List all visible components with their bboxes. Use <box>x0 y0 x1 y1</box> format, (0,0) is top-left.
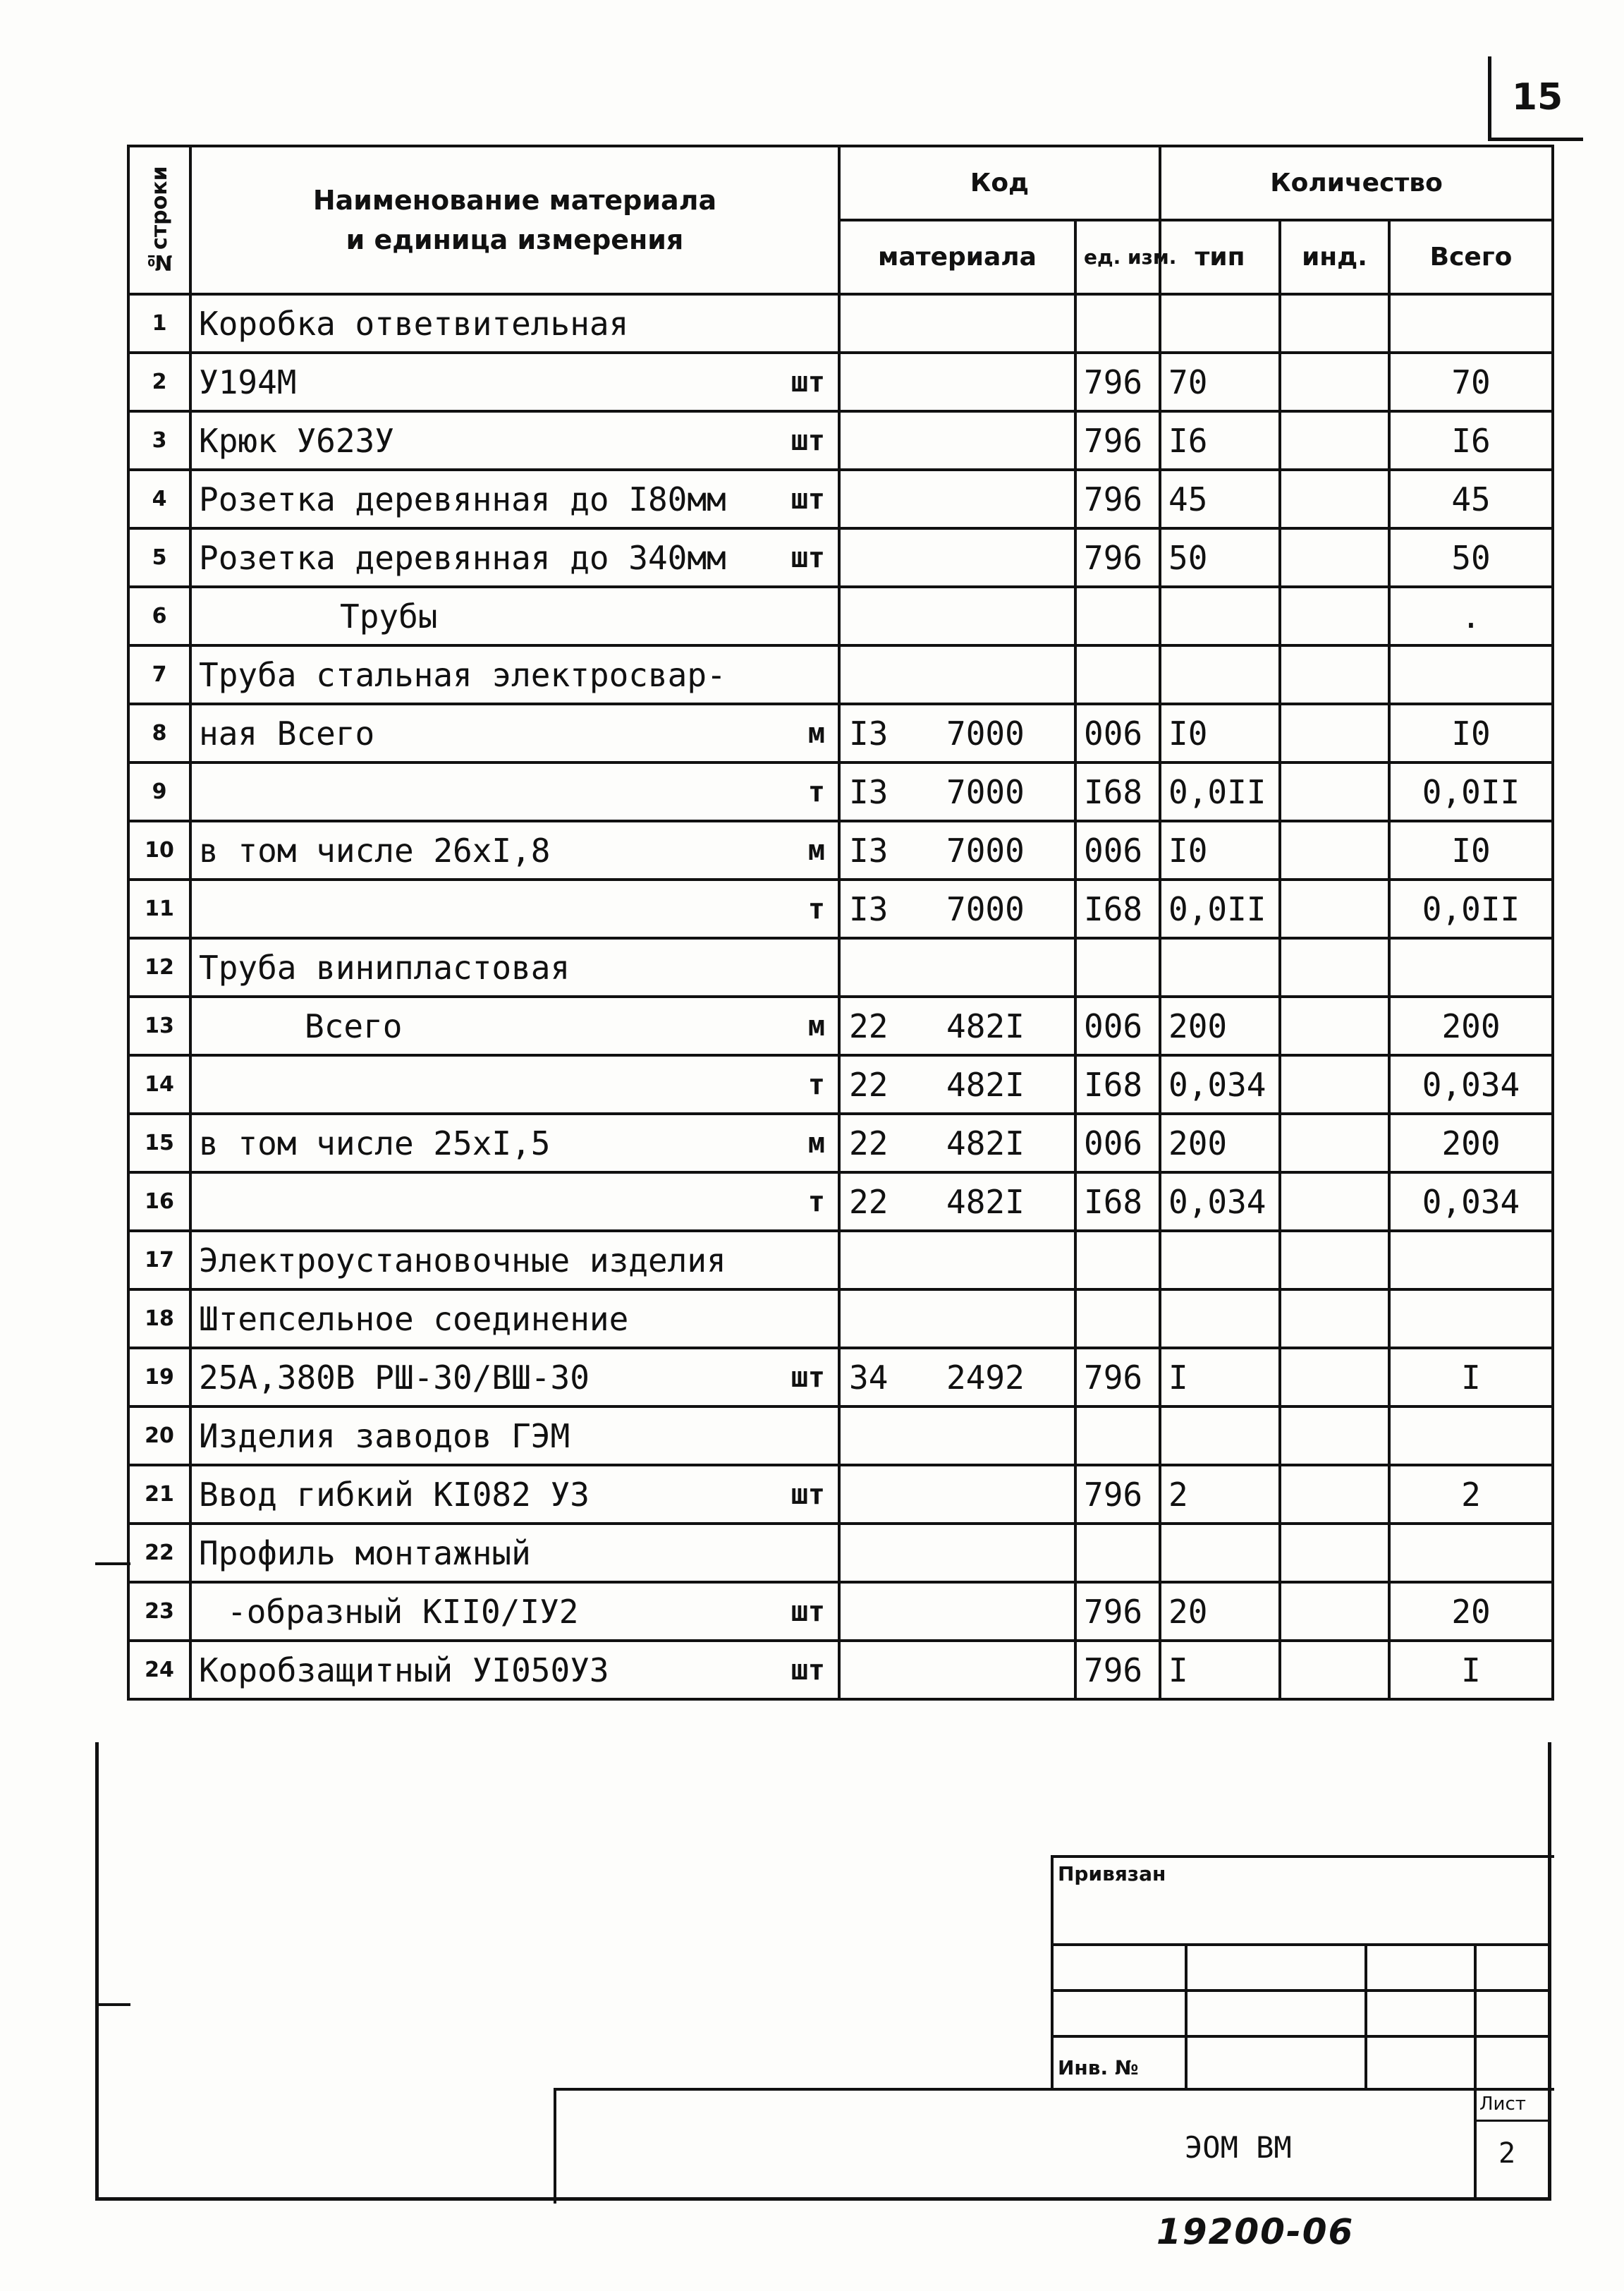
row-number: 20 <box>128 1406 190 1465</box>
table-row <box>128 938 1553 997</box>
qty-typ: I6 <box>1160 411 1280 470</box>
unit-of-measure: м <box>807 717 825 750</box>
material-name: Изделия заводов ГЭМ <box>199 1416 570 1455</box>
row-number: 24 <box>128 1641 190 1699</box>
unit-of-measure: шт <box>790 1361 825 1394</box>
material-name-cell <box>190 1406 839 1465</box>
qty-total: 0,0II <box>1389 880 1553 938</box>
qty-ind <box>1280 1465 1389 1524</box>
qty-ind <box>1280 1524 1389 1582</box>
qty-ind <box>1280 294 1389 353</box>
qty-total <box>1389 1524 1553 1582</box>
qty-total: I <box>1389 1348 1553 1406</box>
material-name-cell <box>190 821 839 880</box>
unit-of-measure: м <box>807 834 825 867</box>
material-name-cell <box>190 1582 839 1641</box>
material-name-cell <box>190 1231 839 1289</box>
material-code-cell <box>839 821 1075 880</box>
material-code-group: 22 <box>849 1182 889 1221</box>
material-name-cell <box>190 294 839 353</box>
qty-ind <box>1280 821 1389 880</box>
unit-code: 796 <box>1075 411 1160 470</box>
qty-ind <box>1280 1641 1389 1699</box>
material-name-cell <box>190 470 839 528</box>
header-total: Всего <box>1389 220 1553 294</box>
material-name-cell <box>190 411 839 470</box>
material-name-cell <box>190 1348 839 1406</box>
qty-ind <box>1280 1289 1389 1348</box>
row-number: 13 <box>128 997 190 1055</box>
material-code-number: 482I <box>946 1124 1025 1162</box>
material-code-cell <box>839 1348 1075 1406</box>
material-name-cell <box>190 704 839 762</box>
material-code-number: 482I <box>946 1065 1025 1104</box>
unit-code: 006 <box>1075 997 1160 1055</box>
table-row <box>128 1114 1553 1172</box>
material-code-group: 22 <box>849 1007 889 1045</box>
row-number: 10 <box>128 821 190 880</box>
table-row <box>128 704 1553 762</box>
unit-of-measure: шт <box>790 365 825 399</box>
qty-total: 0,0II <box>1389 762 1553 821</box>
material-code-cell <box>839 587 1075 645</box>
material-code-group: 22 <box>849 1124 889 1162</box>
material-code-cell <box>839 470 1075 528</box>
material-code-group: 34 <box>849 1358 889 1397</box>
material-name: Ввод гибкий КI082 У3 <box>199 1475 590 1514</box>
binding-label: Привязан <box>1058 1862 1166 1885</box>
material-code-number: 7000 <box>946 714 1025 753</box>
specification-table <box>127 145 1554 1701</box>
margin-tick <box>95 1562 130 1565</box>
material-code-cell <box>839 1465 1075 1524</box>
qty-typ: I <box>1160 1641 1280 1699</box>
qty-ind <box>1280 1406 1389 1465</box>
material-name: ная Всего <box>199 714 375 753</box>
unit-code: I68 <box>1075 880 1160 938</box>
qty-typ: 20 <box>1160 1582 1280 1641</box>
unit-of-measure: т <box>807 775 825 808</box>
unit-code: 796 <box>1075 1582 1160 1641</box>
unit-of-measure: шт <box>790 1595 825 1628</box>
unit-code: 796 <box>1075 1348 1160 1406</box>
unit-of-measure: т <box>807 1185 825 1218</box>
qty-typ: I <box>1160 1348 1280 1406</box>
qty-typ <box>1160 1524 1280 1582</box>
row-number: 12 <box>128 938 190 997</box>
material-code-cell <box>839 294 1075 353</box>
material-code-group: 22 <box>849 1065 889 1104</box>
material-code-number: 7000 <box>946 772 1025 811</box>
row-number: 23 <box>128 1582 190 1641</box>
row-number: 15 <box>128 1114 190 1172</box>
qty-ind <box>1280 704 1389 762</box>
table-row <box>128 1524 1553 1582</box>
material-code-cell <box>839 411 1075 470</box>
header-ind: инд. <box>1280 220 1389 294</box>
qty-total: 50 <box>1389 528 1553 587</box>
table-row <box>128 1406 1553 1465</box>
material-name: Электроустановочные изделия <box>199 1241 726 1280</box>
material-code-cell <box>839 1582 1075 1641</box>
qty-total <box>1389 938 1553 997</box>
unit-of-measure: м <box>807 1126 825 1160</box>
material-code-cell <box>839 528 1075 587</box>
material-name: -образный КII0/IУ2 <box>227 1592 579 1631</box>
title-block <box>554 2088 1554 2204</box>
row-number: 14 <box>128 1055 190 1114</box>
qty-typ <box>1160 1289 1280 1348</box>
unit-code: I68 <box>1075 762 1160 821</box>
qty-ind <box>1280 1114 1389 1172</box>
material-code-cell <box>839 353 1075 411</box>
binding-divider <box>1474 1943 1477 2088</box>
unit-of-measure: м <box>807 1009 825 1043</box>
material-code-group: I3 <box>849 831 889 870</box>
table-row <box>128 411 1553 470</box>
table-row <box>128 1055 1553 1114</box>
qty-typ <box>1160 587 1280 645</box>
unit-code <box>1075 294 1160 353</box>
material-code-number: 482I <box>946 1182 1025 1221</box>
material-name-cell <box>190 528 839 587</box>
row-number: 1 <box>128 294 190 353</box>
material-name: Труба стальная электросвар- <box>199 655 726 694</box>
material-name-cell <box>190 1114 839 1172</box>
table-row <box>128 821 1553 880</box>
material-name-cell <box>190 762 839 821</box>
row-number: 7 <box>128 645 190 704</box>
qty-ind <box>1280 1055 1389 1114</box>
unit-code <box>1075 938 1160 997</box>
qty-typ: 50 <box>1160 528 1280 587</box>
table-row <box>128 1289 1553 1348</box>
qty-ind <box>1280 411 1389 470</box>
qty-total: 2 <box>1389 1465 1553 1524</box>
qty-typ: I0 <box>1160 704 1280 762</box>
sheet-label: Лист <box>1479 2094 1526 2115</box>
material-name-cell <box>190 645 839 704</box>
material-name-cell <box>190 1641 839 1699</box>
qty-total: 200 <box>1389 997 1553 1055</box>
table-row <box>128 1348 1553 1406</box>
table-row <box>128 1465 1553 1524</box>
header-code: Код <box>839 146 1160 220</box>
row-number: 21 <box>128 1465 190 1524</box>
qty-total: 200 <box>1389 1114 1553 1172</box>
archive-number: 19200-06 <box>1156 2211 1355 2252</box>
material-name: Коробзащитный УI050У3 <box>199 1651 609 1689</box>
header-quantity: Количество <box>1160 146 1553 220</box>
unit-of-measure: шт <box>790 482 825 516</box>
row-number: 16 <box>128 1172 190 1231</box>
qty-total: 0,034 <box>1389 1172 1553 1231</box>
qty-ind <box>1280 1582 1389 1641</box>
qty-typ: I0 <box>1160 821 1280 880</box>
unit-code <box>1075 1524 1160 1582</box>
qty-ind <box>1280 470 1389 528</box>
unit-of-measure: т <box>807 892 825 925</box>
material-name: в том числе 25хI,5 <box>199 1124 551 1162</box>
qty-ind <box>1280 762 1389 821</box>
qty-ind <box>1280 1231 1389 1289</box>
qty-typ: 2 <box>1160 1465 1280 1524</box>
row-number: 17 <box>128 1231 190 1289</box>
qty-typ <box>1160 645 1280 704</box>
material-name: в том числе 26хI,8 <box>199 831 551 870</box>
material-code-cell <box>839 1172 1075 1231</box>
qty-ind <box>1280 1348 1389 1406</box>
material-code-group: I3 <box>849 889 889 928</box>
inventory-number-label: Инв. № <box>1058 2056 1139 2079</box>
qty-total: 70 <box>1389 353 1553 411</box>
qty-typ <box>1160 294 1280 353</box>
qty-total: I0 <box>1389 821 1553 880</box>
table-row <box>128 1641 1553 1699</box>
material-code-cell <box>839 762 1075 821</box>
unit-code <box>1075 1406 1160 1465</box>
row-number: 19 <box>128 1348 190 1406</box>
material-name-cell <box>190 1289 839 1348</box>
material-name: Розетка деревянная до I80мм <box>199 480 726 518</box>
material-code-number: 2492 <box>946 1358 1025 1397</box>
qty-typ: 200 <box>1160 1114 1280 1172</box>
material-name: Крюк У623У <box>199 421 394 460</box>
table-row <box>128 1582 1553 1641</box>
binding-divider <box>1185 1943 1188 2088</box>
header-typ: тип <box>1160 220 1280 294</box>
qty-typ: 0,034 <box>1160 1055 1280 1114</box>
qty-total: I <box>1389 1641 1553 1699</box>
header-unit-code: ед. изм. <box>1075 220 1160 294</box>
frame-left-rule <box>95 1742 99 2201</box>
row-number: 9 <box>128 762 190 821</box>
unit-code: 796 <box>1075 528 1160 587</box>
material-code-number: 7000 <box>946 831 1025 870</box>
material-name: Штепсельное соединение <box>199 1299 629 1338</box>
table-row <box>128 528 1553 587</box>
material-name: Розетка деревянная до 340мм <box>199 538 726 577</box>
qty-ind <box>1280 528 1389 587</box>
sheet-divider <box>1474 2120 1551 2122</box>
unit-code: 796 <box>1075 1465 1160 1524</box>
binding-divider <box>1364 1943 1367 2088</box>
material-code-cell <box>839 938 1075 997</box>
material-code-cell <box>839 1289 1075 1348</box>
qty-typ: 70 <box>1160 353 1280 411</box>
material-name-cell <box>190 997 839 1055</box>
row-number: 18 <box>128 1289 190 1348</box>
qty-ind <box>1280 587 1389 645</box>
header-material-code: материала <box>839 220 1075 294</box>
qty-ind <box>1280 880 1389 938</box>
qty-typ: 200 <box>1160 997 1280 1055</box>
binding-box <box>1051 1855 1554 2091</box>
table-row <box>128 880 1553 938</box>
material-name: 25А,380В РШ-30/ВШ-30 <box>199 1358 590 1397</box>
qty-typ <box>1160 1231 1280 1289</box>
qty-total <box>1389 645 1553 704</box>
material-name-cell <box>190 587 839 645</box>
qty-typ <box>1160 1406 1280 1465</box>
qty-typ <box>1160 938 1280 997</box>
table-row <box>128 1172 1553 1231</box>
header-material-name: Наименование материала и единица измерения <box>190 146 839 294</box>
qty-total <box>1389 1289 1553 1348</box>
table-row <box>128 645 1553 704</box>
qty-total: . <box>1389 587 1553 645</box>
table-row <box>128 997 1553 1055</box>
qty-ind <box>1280 645 1389 704</box>
page-number: 15 <box>1488 56 1583 141</box>
material-code-number: 7000 <box>946 889 1025 928</box>
material-code-cell <box>839 1524 1075 1582</box>
table-row <box>128 470 1553 528</box>
document-code: ЭОМ ВМ <box>1185 2130 1292 2165</box>
material-name-cell <box>190 353 839 411</box>
qty-total: 0,034 <box>1389 1055 1553 1114</box>
unit-code: 006 <box>1075 704 1160 762</box>
material-name: Трубы <box>340 597 438 636</box>
material-code-cell <box>839 704 1075 762</box>
row-number: 5 <box>128 528 190 587</box>
unit-code <box>1075 1289 1160 1348</box>
table-row <box>128 587 1553 645</box>
material-code-cell <box>839 645 1075 704</box>
material-name-cell <box>190 1055 839 1114</box>
row-number: 6 <box>128 587 190 645</box>
row-number: 4 <box>128 470 190 528</box>
material-code-cell <box>839 1231 1075 1289</box>
unit-code <box>1075 587 1160 645</box>
row-number: 3 <box>128 411 190 470</box>
qty-ind <box>1280 938 1389 997</box>
table-row <box>128 294 1553 353</box>
row-number: 22 <box>128 1524 190 1582</box>
unit-code: I68 <box>1075 1172 1160 1231</box>
material-name-cell <box>190 1465 839 1524</box>
unit-code: 796 <box>1075 353 1160 411</box>
material-code-cell <box>839 1114 1075 1172</box>
row-number: 8 <box>128 704 190 762</box>
unit-code <box>1075 1231 1160 1289</box>
material-code-cell <box>839 1055 1075 1114</box>
unit-code: 006 <box>1075 1114 1160 1172</box>
material-code-cell <box>839 997 1075 1055</box>
qty-ind <box>1280 1172 1389 1231</box>
unit-of-measure: шт <box>790 424 825 457</box>
qty-typ: 0,0II <box>1160 762 1280 821</box>
unit-code: 006 <box>1075 821 1160 880</box>
table-row <box>128 762 1553 821</box>
sheet-number: 2 <box>1498 2137 1516 2170</box>
table-row <box>128 353 1553 411</box>
qty-total <box>1389 294 1553 353</box>
unit-of-measure: шт <box>790 1478 825 1511</box>
unit-of-measure: шт <box>790 1653 825 1687</box>
material-name: У194М <box>199 363 297 401</box>
row-number: 11 <box>128 880 190 938</box>
material-name: Профиль монтажный <box>199 1533 531 1572</box>
material-name-cell <box>190 1524 839 1582</box>
material-code-group: I3 <box>849 714 889 753</box>
qty-total: I6 <box>1389 411 1553 470</box>
qty-total <box>1389 1231 1553 1289</box>
material-name-cell <box>190 938 839 997</box>
material-code-cell <box>839 1641 1075 1699</box>
row-number: 2 <box>128 353 190 411</box>
material-name: Труба винипластовая <box>199 948 570 987</box>
qty-total: I0 <box>1389 704 1553 762</box>
unit-of-measure: т <box>807 1068 825 1101</box>
material-code-cell <box>839 1406 1075 1465</box>
unit-code <box>1075 645 1160 704</box>
unit-code: 796 <box>1075 470 1160 528</box>
unit-code: 796 <box>1075 1641 1160 1699</box>
header-row-number: №строки <box>128 146 190 294</box>
qty-total <box>1389 1406 1553 1465</box>
qty-typ: 45 <box>1160 470 1280 528</box>
material-code-cell <box>839 880 1075 938</box>
unit-code: I68 <box>1075 1055 1160 1114</box>
material-name: Всего <box>305 1007 403 1045</box>
qty-total: 20 <box>1389 1582 1553 1641</box>
qty-ind <box>1280 997 1389 1055</box>
unit-of-measure: шт <box>790 541 825 574</box>
qty-typ: 0,034 <box>1160 1172 1280 1231</box>
qty-total: 45 <box>1389 470 1553 528</box>
material-code-number: 482I <box>946 1007 1025 1045</box>
material-name-cell <box>190 880 839 938</box>
qty-typ: 0,0II <box>1160 880 1280 938</box>
table-row <box>128 1231 1553 1289</box>
qty-ind <box>1280 353 1389 411</box>
margin-tick <box>95 2003 130 2006</box>
material-name: Коробка ответвительная <box>199 304 629 343</box>
material-code-group: I3 <box>849 772 889 811</box>
material-name-cell <box>190 1172 839 1231</box>
